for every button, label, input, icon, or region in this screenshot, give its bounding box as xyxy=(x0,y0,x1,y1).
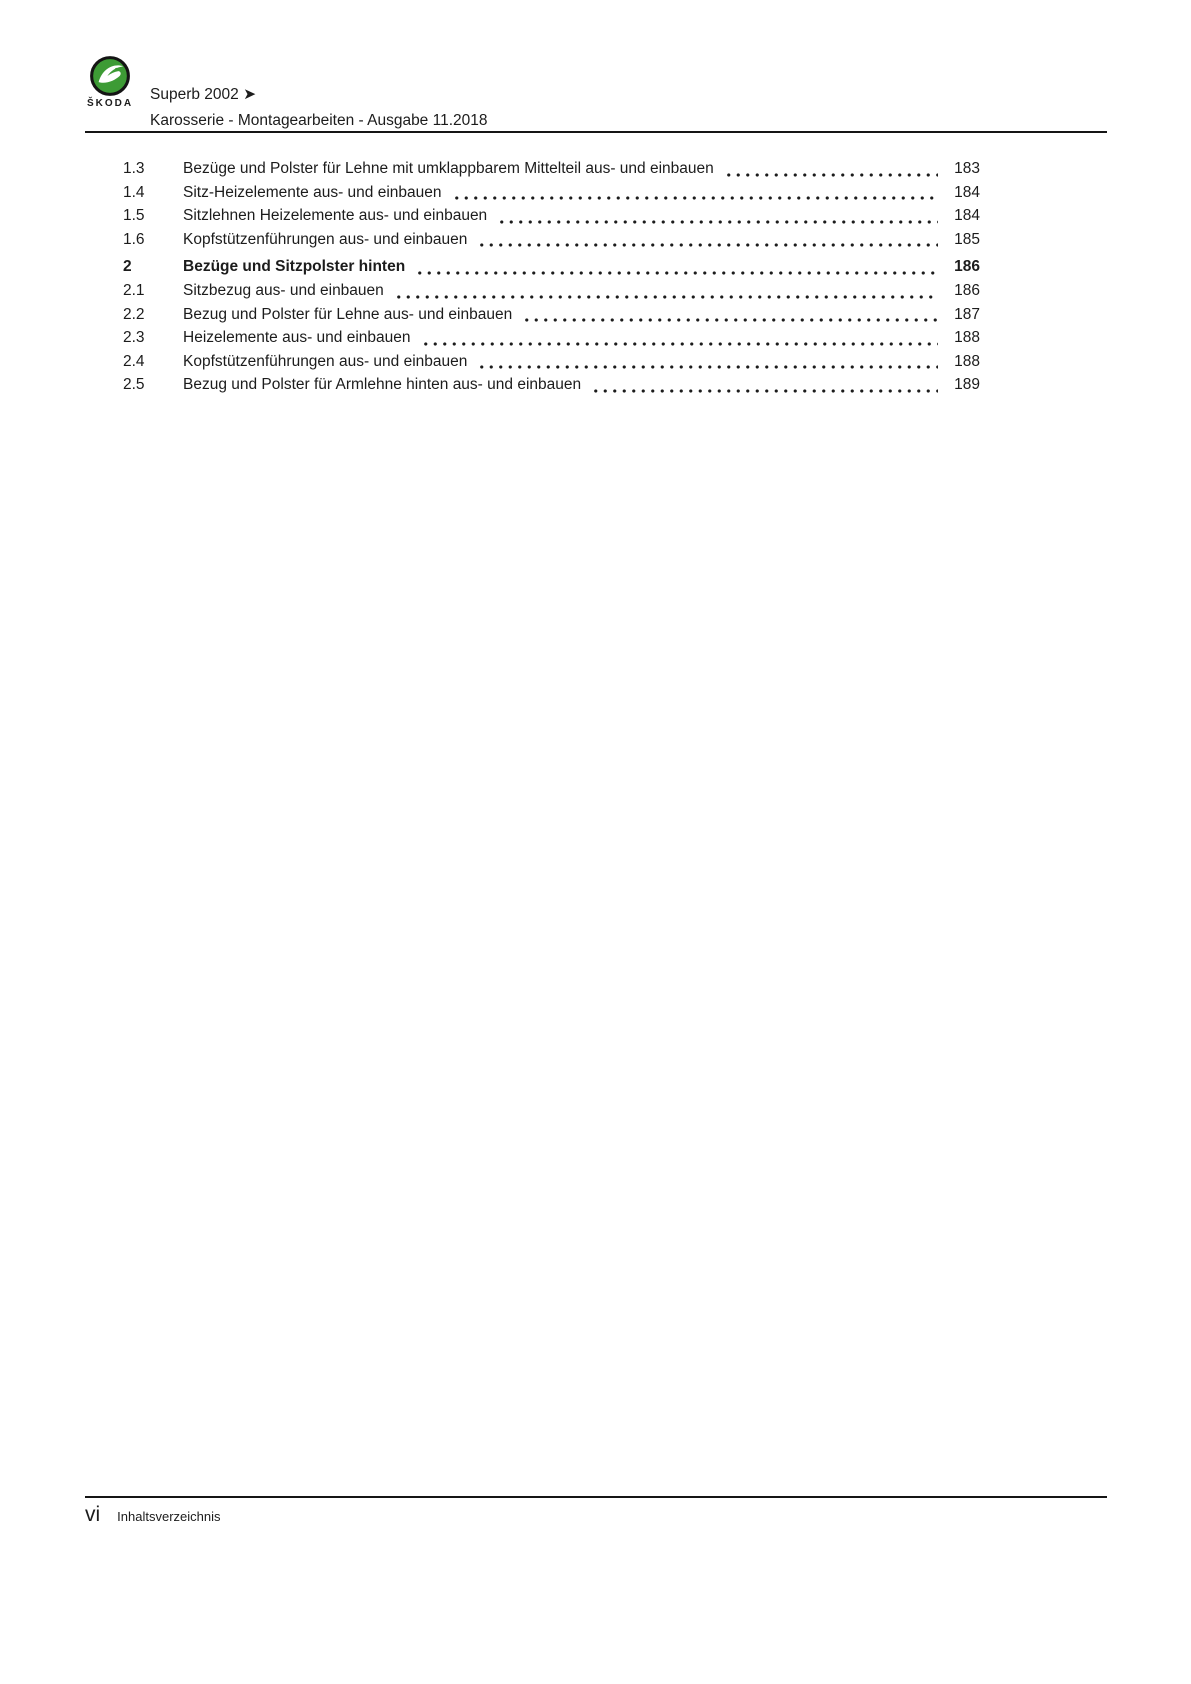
page-header xyxy=(150,85,488,130)
footer-divider xyxy=(85,1496,1107,1498)
brand-block xyxy=(82,55,138,109)
toc-entry xyxy=(123,279,980,303)
toc-entry-title: Heizelemente aus- und einbauen xyxy=(183,329,411,347)
toc-entry-title: Sitzbezug aus- und einbauen xyxy=(183,281,384,299)
toc-dot-leader xyxy=(415,271,938,275)
header-model-line: Superb 2002 ➤ xyxy=(150,86,257,103)
toc-entry-page: 188 xyxy=(954,352,980,370)
toc-entry xyxy=(123,255,980,279)
toc-entry-title: Kopfstützenführungen aus- und einbauen xyxy=(183,230,468,248)
toc-dot-leader xyxy=(724,173,938,177)
toc-entry-page: 187 xyxy=(954,305,980,323)
toc-dot-leader xyxy=(497,220,938,224)
toc-entry xyxy=(123,373,980,397)
toc-entry-page: 186 xyxy=(954,281,980,299)
toc-entry-title: Bezug und Polster für Armlehne hinten aus- und einbauen xyxy=(183,376,582,394)
page-footer xyxy=(85,1503,221,1527)
toc-entry-title: Kopfstützenführungen aus- und einbauen xyxy=(183,352,468,370)
brand-wordmark: ŠKODA xyxy=(86,98,134,109)
toc-dot-leader xyxy=(421,342,939,346)
table-of-contents xyxy=(123,157,980,397)
toc-dot-leader xyxy=(522,318,938,322)
toc-entry-page: 188 xyxy=(954,329,980,347)
toc-entry-title: Bezug und Polster für Lehne aus- und einbauen xyxy=(183,305,513,323)
toc-entry-number: 2.1 xyxy=(123,281,145,299)
toc-dot-leader xyxy=(452,196,939,200)
toc-entry-page: 183 xyxy=(954,160,980,177)
toc-entry-page: 186 xyxy=(954,258,980,276)
toc-dot-leader xyxy=(477,243,938,247)
toc-dot-leader xyxy=(394,295,938,299)
toc-entry xyxy=(123,303,980,327)
header-divider xyxy=(85,131,1107,133)
toc-entry-title: Sitz-Heizelemente aus- und einbauen xyxy=(183,183,442,201)
toc-entry-title: Bezüge und Polster für Lehne mit umklappbarem Mittelteil aus- und einbauen xyxy=(183,160,714,177)
toc-entry-title: Sitzlehnen Heizelemente aus- und einbauen xyxy=(183,207,488,225)
toc-dot-leader xyxy=(477,365,938,369)
toc-entry-number: 1.5 xyxy=(123,207,145,225)
footer-page-number: vi xyxy=(85,1503,101,1526)
toc-entry-page: 184 xyxy=(954,207,980,225)
toc-entry-page: 184 xyxy=(954,183,980,201)
footer-section-label: Inhaltsverzeichnis xyxy=(117,1509,221,1524)
toc-entry-number: 1.4 xyxy=(123,183,145,201)
toc-entry-number: 2.5 xyxy=(123,376,145,394)
toc-entry-number: 2.3 xyxy=(123,329,145,347)
toc-entry xyxy=(123,157,980,181)
toc-entry-title: Bezüge und Sitzpolster hinten xyxy=(183,258,406,276)
toc-entry-number: 2.2 xyxy=(123,305,145,323)
skoda-logo-icon xyxy=(82,55,138,97)
toc-entry xyxy=(123,326,980,350)
toc-entry-page: 185 xyxy=(954,230,980,248)
toc-entry xyxy=(123,228,980,252)
toc-dot-leader xyxy=(591,389,938,393)
toc-entry-number: 2 xyxy=(123,258,132,276)
toc-entry-page: 189 xyxy=(954,376,980,394)
toc-entry-number: 1.6 xyxy=(123,230,145,248)
toc-entry xyxy=(123,181,980,205)
header-doc-line: Karosserie - Montagearbeiten - Ausgabe 11.2018 xyxy=(150,112,488,129)
toc-entry xyxy=(123,204,980,228)
toc-entry xyxy=(123,350,980,374)
toc-entry-number: 1.3 xyxy=(123,160,145,177)
toc-entry-number: 2.4 xyxy=(123,352,145,370)
